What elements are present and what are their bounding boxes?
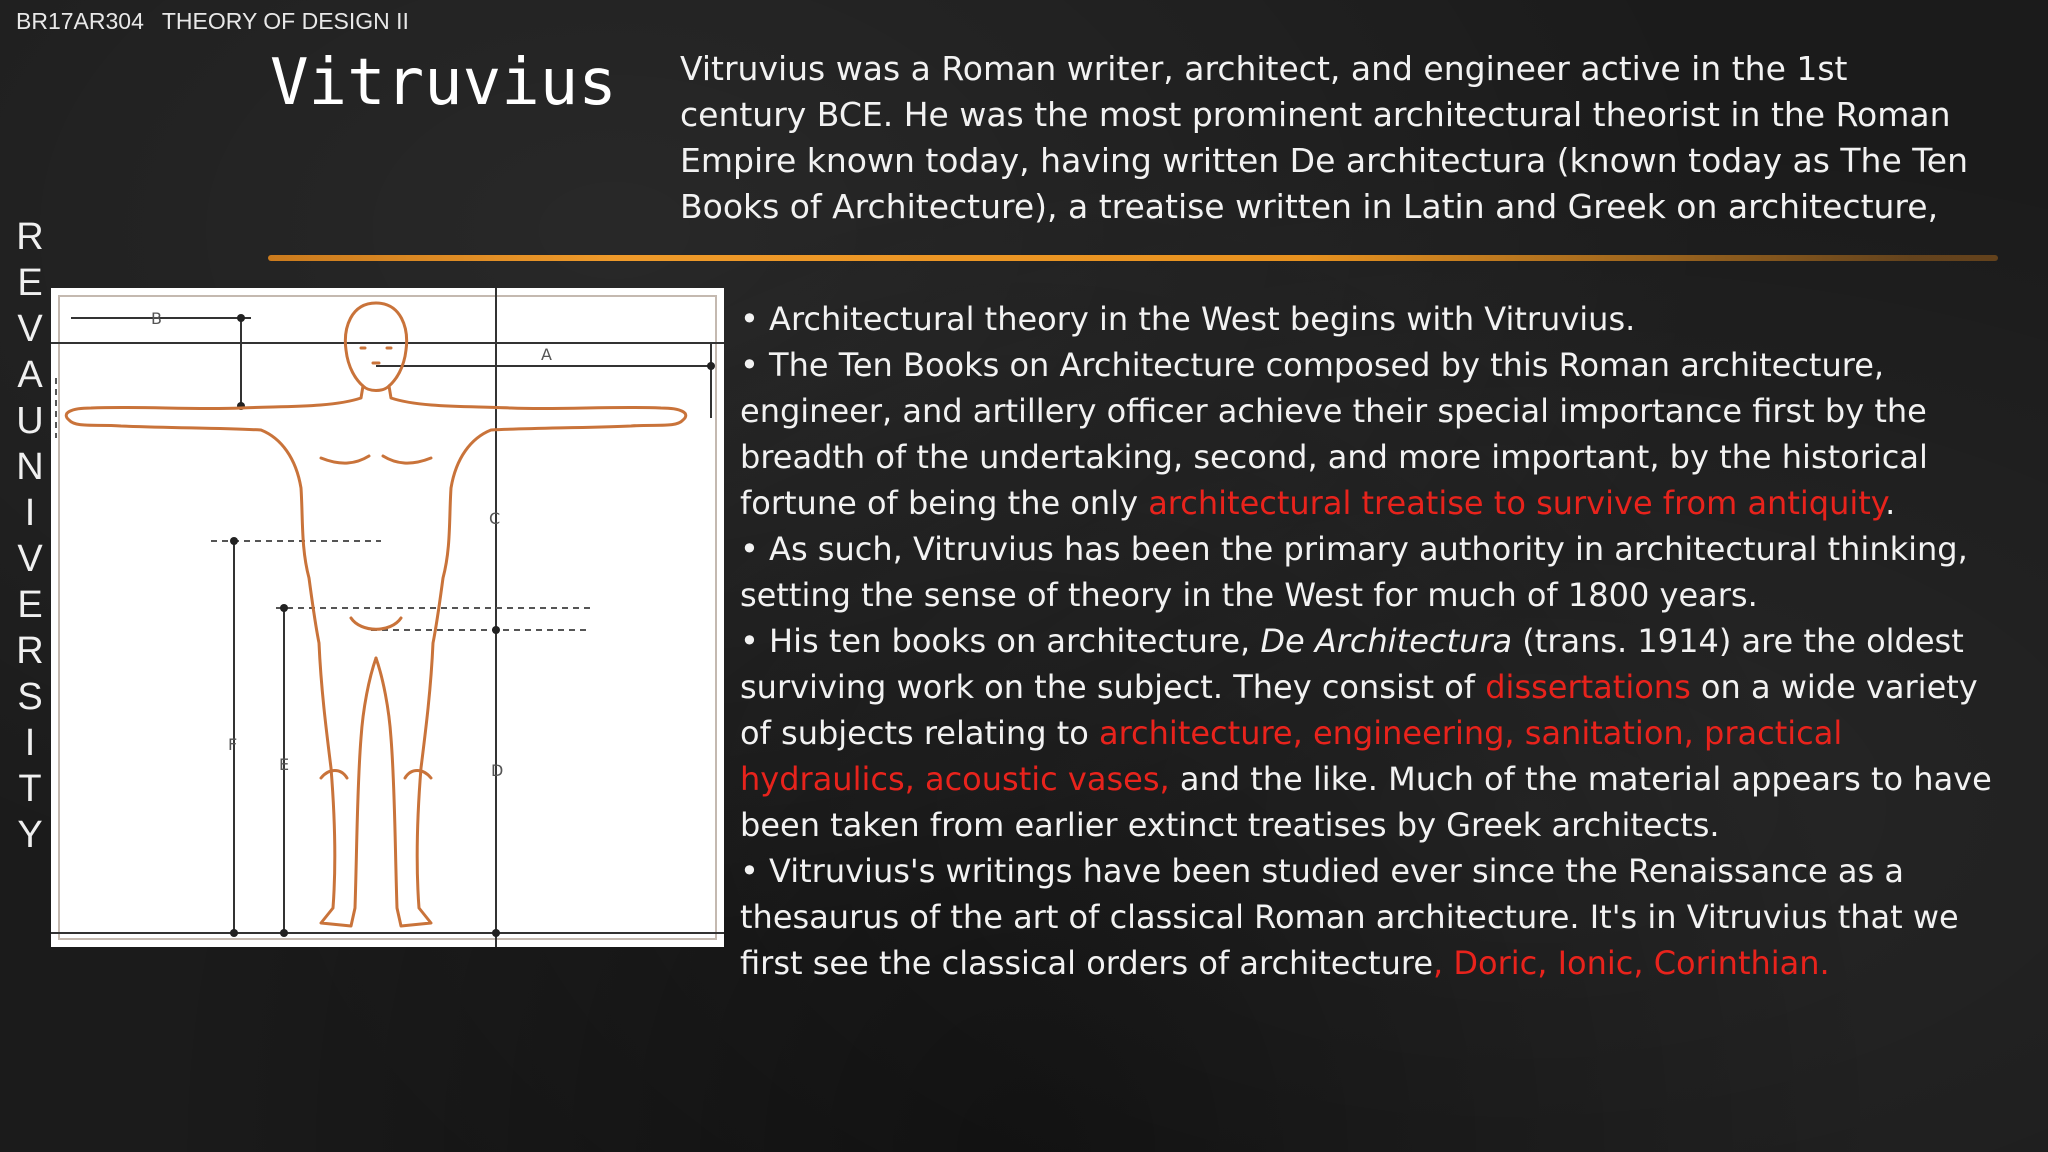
bullet-list xyxy=(740,296,2008,986)
course-code: BR17AR304 xyxy=(16,8,144,34)
intro-paragraph: Vitruvius was a Roman writer, architect, and engineer active in the 1st century BCE. He was the most prominent architectural theorist in the Roman Empire known today, having written De architectura (known today as The Ten Books of Architecture), a treatise written in Latin and Greek on architecture, xyxy=(680,49,1969,226)
vertical-letter: E xyxy=(17,584,43,626)
figure-label: D xyxy=(491,761,504,780)
vertical-letter: N xyxy=(16,446,44,488)
figure-label: E xyxy=(279,755,290,774)
bullet-item xyxy=(740,526,2008,618)
bullet-text: and the like. Much of the material appears to have been taken from earlier extinct treatises by Greek architects. xyxy=(740,760,1992,844)
bullet-text: • Vitruvius's writings have been studied ever since the Renaissance as a thesaurus of the art of classical Roman architecture. It's in Vitruvius that we first see the classical orders of architecture xyxy=(740,852,1959,982)
vertical-letter: I xyxy=(24,492,36,534)
bullet-text: • As such, Vitruvius has been the primary authority in architectural thinking, setting the sense of theory in the West for much of 1800 years. xyxy=(740,530,1968,614)
accent-divider xyxy=(268,255,1998,261)
bullet-item xyxy=(740,342,2008,526)
bullet-text: (trans. 1914) are the oldest surviving work on the subject. They consist of xyxy=(740,622,1964,706)
bullet-item xyxy=(740,618,2008,848)
figure-label: A xyxy=(541,345,552,364)
bullet-text: • The Ten Books on Architecture composed by this Roman architecture, engineer, and artillery officer achieve their special importance first by the breadth of the undertaking, second, and more important, by the historical fortune of being the only xyxy=(740,346,1928,522)
vitruvian-figure xyxy=(51,288,724,947)
bullet-text: • His ten books on architecture, xyxy=(740,622,1261,660)
university-vertical-text xyxy=(14,214,46,858)
figure-label: F xyxy=(228,735,238,754)
page-title: Vitruvius xyxy=(270,46,617,120)
highlight-text: architecture, engineering, sanitation, practical hydraulics, acoustic vases, xyxy=(740,714,1843,798)
highlight-text: dissertations xyxy=(1485,668,1691,706)
vertical-letter: I xyxy=(24,722,36,764)
vertical-letter: S xyxy=(17,676,43,718)
vertical-letter: A xyxy=(17,354,43,396)
bullet-item xyxy=(740,296,2008,342)
vertical-letter: T xyxy=(18,768,42,810)
figure-label: B xyxy=(151,309,162,328)
vertical-letter: R xyxy=(16,630,44,672)
highlight-text: , Doric, Ionic, Corinthian. xyxy=(1433,944,1830,982)
course-title: THEORY OF DESIGN II xyxy=(161,8,409,34)
book-title: De Architectura xyxy=(1260,622,1513,660)
bullet-text: on a wide variety of subjects relating to xyxy=(740,668,1978,752)
vertical-letter: Y xyxy=(17,814,43,856)
vertical-letter: E xyxy=(17,262,43,304)
course-header xyxy=(16,8,409,35)
vertical-letter: U xyxy=(16,400,44,442)
bullet-text: . xyxy=(1885,484,1896,522)
vitruvian-man-drawing xyxy=(51,288,724,947)
figure-label: C xyxy=(489,509,501,528)
highlight-text: architectural treatise to survive from antiquity xyxy=(1148,484,1886,522)
vertical-letter: R xyxy=(16,216,44,258)
vertical-letter: V xyxy=(17,308,43,350)
bullet-text: • Architectural theory in the West begins with Vitruvius. xyxy=(740,300,1636,338)
bullet-item xyxy=(740,848,2008,986)
vertical-letter: V xyxy=(17,538,43,580)
